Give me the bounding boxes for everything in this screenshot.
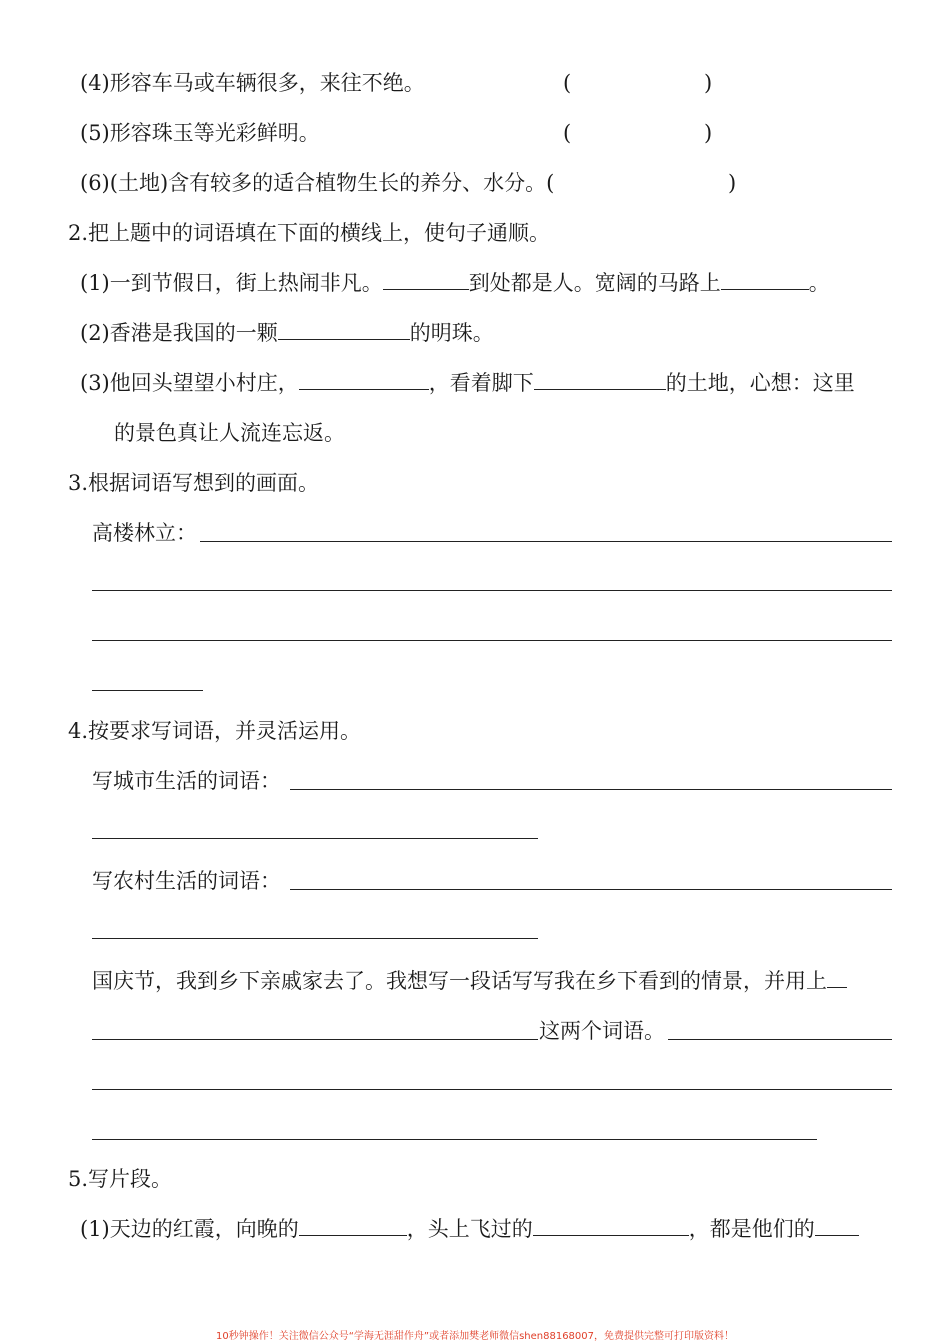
q2-s3-text-a: (3)他回头望望小村庄， [80,371,299,395]
q3-prompt: 高楼林立： [92,521,197,545]
q2-s3-blank-2[interactable] [534,369,666,390]
q2-sentence-3 [80,368,855,398]
q4-paragraph-line-4[interactable] [92,1139,817,1140]
q2-s2-text-a: (2)香港是我国的一颗 [80,321,278,345]
q4-city-line-2[interactable] [92,838,538,839]
q2-s1-text-b: 到处都是人。宽阔的马路上 [468,271,721,295]
q4-title: 4.按要求写词语，并灵活运用。 [68,719,362,743]
footer-promo-text: 10秒钟操作！关注微信公众号“学海无涯甜作舟”或者添加樊老师微信shen88168007，免费提供完整可打印版资料！ [215,1331,735,1342]
q5-s1-text-b: ，头上飞过的 [406,1217,533,1241]
q4-paragraph-line-1 [92,966,847,996]
q5-s1-text-a: (1)天边的红霞，向晚的 [80,1217,299,1241]
q4-village-line-1[interactable] [290,889,892,890]
q2-s1-text-a: (1)一到节假日，街上热闹非凡。 [80,271,383,295]
q3-answer-line-2[interactable] [92,590,892,591]
q4-paragraph-line-3[interactable] [92,1089,892,1090]
q1-item-5-close-paren: ) [704,121,713,145]
q4-village-line-2[interactable] [92,938,538,939]
q1-item-4-close-paren: ) [704,71,713,95]
q5-title: 5.写片段。 [68,1167,173,1191]
q4-paragraph-text-a: 国庆节，我到乡下亲戚家去了。我想写一段话写写我在乡下看到的情景，并用上 [92,969,827,993]
q1-item-6-close-paren: ) [728,171,737,195]
q2-s3-blank-1[interactable] [299,369,429,390]
q4-village-prompt: 写农村生活的词语： [92,869,281,893]
q2-s1-text-c: 。 [808,271,830,295]
q5-s1-blank-3[interactable] [815,1215,859,1236]
q1-item-4-open-paren: ( [563,71,572,95]
q2-title: 2.把上题中的词语填在下面的横线上，使句子通顺。 [68,221,551,245]
q3-answer-line-1[interactable] [200,541,892,542]
q3-answer-line-3[interactable] [92,640,892,641]
q3-answer-line-4[interactable] [92,690,203,691]
q4-paragraph-text-b: 这两个词语。 [539,1019,665,1043]
q2-s3-text-b: ，看着脚下 [428,371,534,395]
q2-s3-continuation: 的景色真让人流连忘返。 [114,421,345,445]
q1-item-6: (6)(土地)含有较多的适合植物生长的养分、水分。( [80,171,555,195]
q4-city-prompt: 写城市生活的词语： [92,769,281,793]
q3-title: 3.根据词语写想到的画面。 [68,471,320,495]
q5-s1-blank-1[interactable] [299,1215,407,1236]
q4-paragraph-line-2-end[interactable] [668,1039,892,1040]
q5-s1-text-c: ，都是他们的 [688,1217,815,1241]
q4-city-line-1[interactable] [290,789,892,790]
q2-s3-text-c: 的土地，心想：这里 [665,371,855,395]
q4-paragraph-blank-words[interactable] [92,1039,538,1040]
q2-s2-text-b: 的明珠。 [409,321,494,345]
q2-s1-blank-2[interactable] [721,269,809,290]
q1-item-5-open-paren: ( [563,121,572,145]
q2-sentence-1 [80,268,830,298]
q2-s1-blank-1[interactable] [383,269,469,290]
q2-sentence-2 [80,318,494,348]
q4-paragraph-blank-start[interactable] [827,967,847,988]
q1-item-4: (4)形容车马或车辆很多，来往不绝。 [80,71,425,95]
q5-sentence-1 [80,1214,859,1244]
q1-item-5: (5)形容珠玉等光彩鲜明。 [80,121,320,145]
q5-s1-blank-2[interactable] [533,1215,689,1236]
q2-s2-blank[interactable] [278,319,410,340]
